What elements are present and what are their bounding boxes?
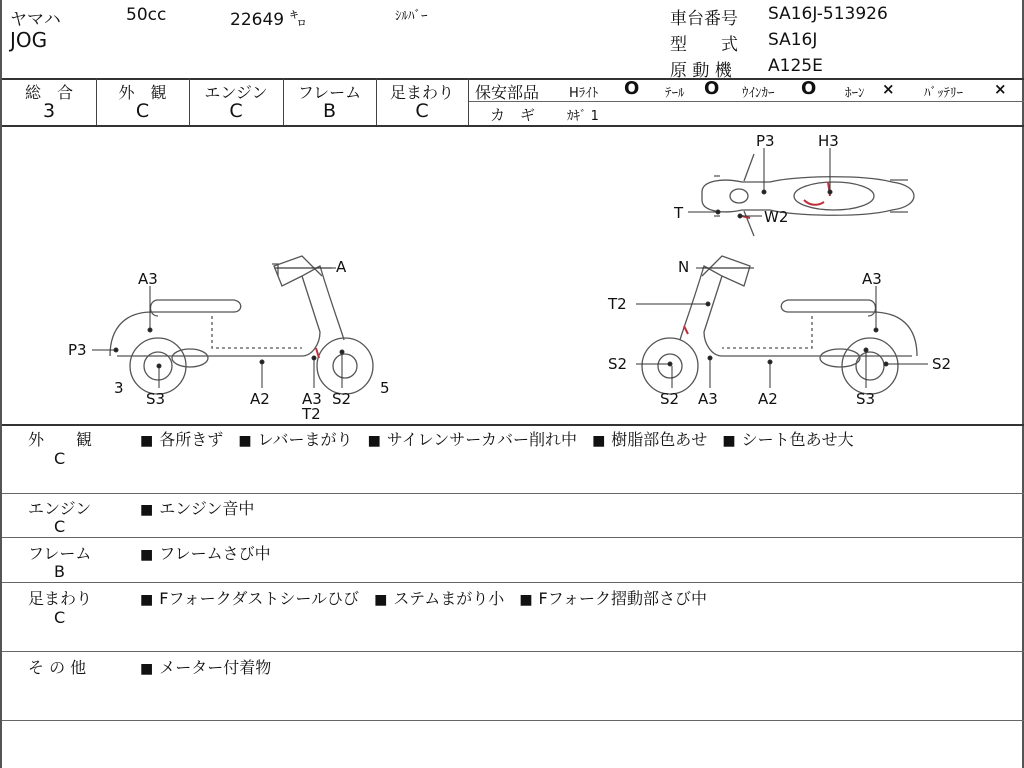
grade-exterior-label: 外 観	[118, 83, 167, 102]
comment-item: 各所きず	[159, 430, 224, 449]
comment-engine-items: ■ エンジン音中	[140, 499, 255, 518]
comment-item: 樹脂部色あせ	[611, 430, 708, 449]
mileage: 22649 ㌔	[230, 10, 307, 30]
winker-label: ｳｲﾝｶｰ	[742, 86, 775, 101]
engine-no-label: 原 動 機	[670, 61, 732, 81]
comment-engine-grade: C	[54, 517, 66, 536]
grade-suspension: C	[415, 100, 429, 122]
horn-status: ×	[882, 80, 895, 98]
comment-other-items: ■ メーター付着物	[140, 658, 272, 677]
comment-frame-grade: B	[54, 562, 65, 581]
diag-right-a3-b: A3	[698, 390, 718, 408]
diag-right-s3: S3	[856, 390, 876, 408]
diag-right-n: N	[678, 258, 690, 276]
damage-marks	[316, 182, 830, 358]
comment-engine-label: エンジン	[28, 499, 92, 518]
engine-no: A125E	[768, 56, 823, 76]
damage-diagram	[2, 126, 1022, 424]
grade-total: 3	[42, 100, 56, 122]
grade-exterior: C	[135, 100, 150, 122]
grade-engine: C	[229, 100, 243, 122]
diag-right-a2: A2	[758, 390, 778, 408]
diag-top-h3: H3	[818, 132, 839, 150]
displacement: 50cc	[126, 5, 167, 25]
diag-left-a2: A2	[250, 390, 270, 408]
diag-left-count-3: 3	[114, 379, 124, 397]
tail-status: O	[704, 78, 720, 99]
diag-left-a: A	[336, 258, 347, 276]
type-value: SA16J	[768, 30, 818, 50]
comment-exterior-grade: C	[54, 449, 66, 468]
model-name: JOG	[10, 28, 48, 52]
maker: ヤマハ	[10, 10, 61, 30]
comment-item: エンジン音中	[159, 499, 255, 518]
comment-item: サイレンサーカバー削れ中	[386, 430, 577, 449]
comment-item: レバーまがり	[257, 430, 353, 449]
diag-top-p3: P3	[756, 132, 775, 150]
grade-frame: B	[322, 100, 337, 122]
grade-frame-label: フレーム	[297, 83, 362, 102]
color: ｼﾙﾊﾞｰ	[395, 9, 428, 24]
winker-status: O	[801, 78, 817, 99]
diag-left-t2: T2	[302, 405, 321, 423]
grade-total-label: 総 合	[24, 83, 73, 102]
grade-suspension-label: 足まわり	[389, 83, 454, 102]
diag-top-w2: W2	[764, 208, 789, 226]
diag-right-s2: S2	[608, 355, 628, 373]
frame-no: SA16J-513926	[768, 4, 888, 24]
diag-right-s2-c: S2	[932, 355, 952, 373]
comment-item: Fフォーク摺動部さび中	[538, 589, 707, 608]
comment-item: Fフォークダストシールひび	[159, 589, 359, 608]
tail-label: ﾃｰﾙ	[665, 86, 685, 101]
comment-item: メーター付着物	[159, 658, 272, 677]
grade-engine-label: エンジン	[204, 83, 268, 102]
comment-frame-label: フレーム	[28, 544, 92, 563]
comment-other-label: そ の 他	[28, 658, 87, 677]
diag-left-s3: S3	[146, 390, 166, 408]
diag-left-s2: S2	[332, 390, 352, 408]
diag-left-a3: A3	[138, 270, 158, 288]
diag-left-a3-b: A3	[302, 390, 322, 408]
type-label: 型 式	[670, 35, 738, 55]
diag-right-s2-b: S2	[660, 390, 680, 408]
battery-status: ×	[994, 80, 1007, 98]
diag-top-t: T	[674, 204, 684, 222]
comment-exterior-label: 外 観	[28, 430, 93, 449]
comment-item: ステムまがり小	[393, 589, 505, 608]
diag-left-p3: P3	[68, 341, 87, 359]
scooter-top-view	[702, 154, 914, 236]
battery-label: ﾊﾞｯﾃﾘｰ	[924, 86, 963, 101]
diag-left-count-5: 5	[380, 379, 390, 397]
headlight-label: Hﾗｲﾄ	[569, 86, 599, 101]
diag-right-t2: T2	[608, 295, 627, 313]
safety-title: 保安部品	[475, 83, 540, 102]
comment-frame-items: ■ フレームさび中	[140, 544, 271, 563]
frame-no-label: 車台番号	[670, 9, 738, 29]
comment-item: シート色あせ大	[741, 430, 854, 449]
headlight-status: O	[624, 78, 640, 99]
horn-label: ﾎｰﾝ	[845, 86, 865, 101]
comment-exterior-items: ■ 各所きず ■ レバーまがり ■ サイレンサーカバー削れ中 ■ 樹脂部色あせ ■ シート色あせ大	[140, 430, 854, 449]
diag-right-a3: A3	[862, 270, 882, 288]
comment-suspension-items: ■ Fフォークダストシールひび ■ ステムまがり小 ■ Fフォーク摺動部さび中	[140, 589, 707, 608]
comment-item: フレームさび中	[159, 544, 271, 563]
key-count: ｶｷﾞ 1	[567, 109, 599, 124]
comment-suspension-label: 足まわり	[28, 589, 93, 608]
key-label: カ ギ	[490, 106, 536, 124]
comment-suspension-grade: C	[54, 608, 66, 627]
